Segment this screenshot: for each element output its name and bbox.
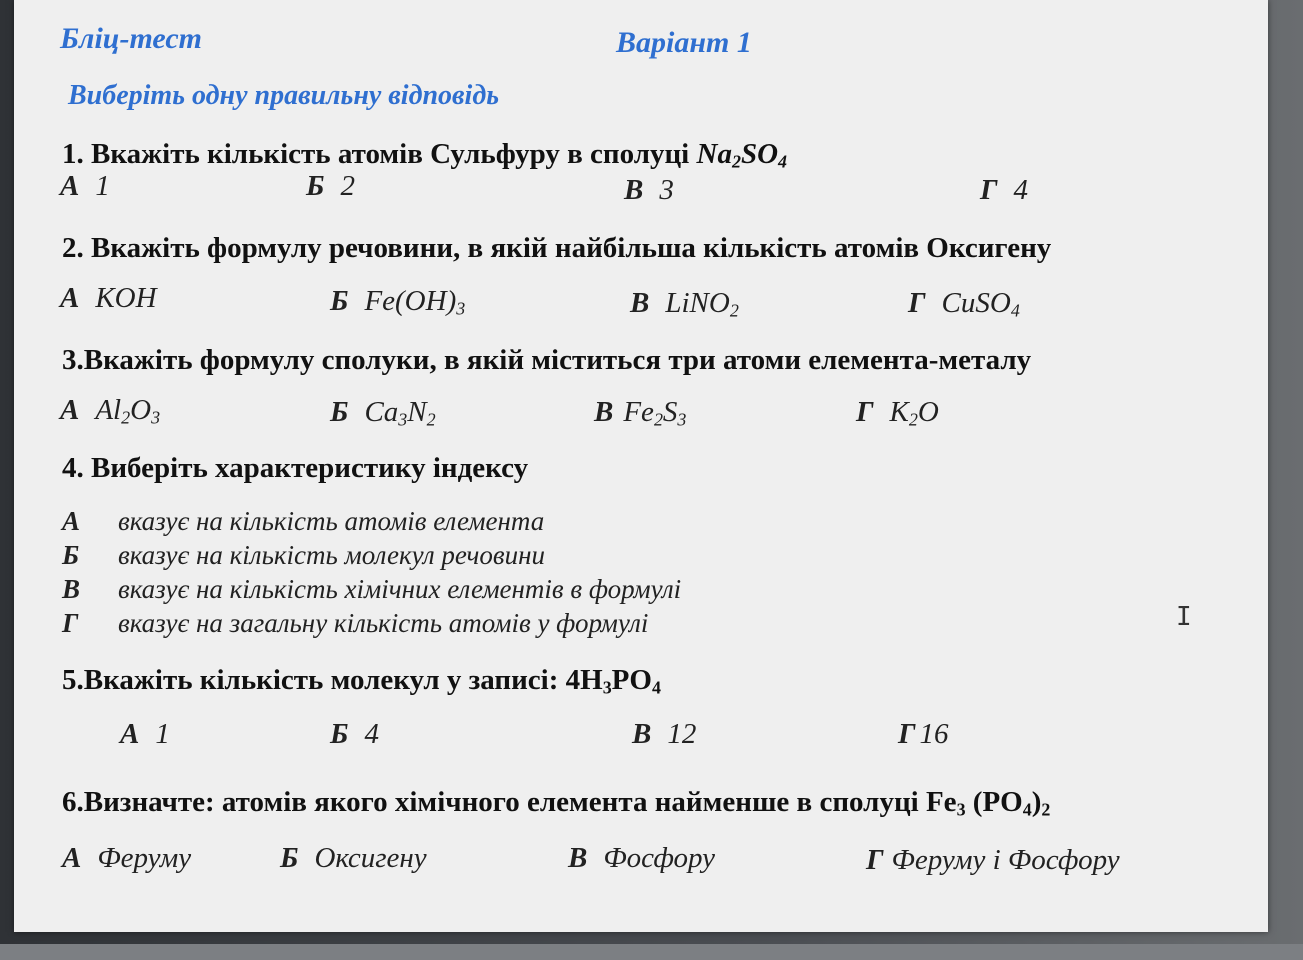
question-1-text: 1. Вкажіть кількість атомів Сульфуру в сполуці (62, 138, 697, 170)
option-1a[interactable]: А 1 (60, 170, 110, 202)
question-6-text: 6.Визначте: атомів якого хімічного елемента найменше в сполуці (62, 786, 926, 818)
question-5: 5.Вкажіть кількість молекул у записі: $4H_3PO_4$ (62, 664, 661, 698)
option-3b[interactable]: Б $Ca_3N_2$ (330, 396, 436, 430)
option-1b[interactable]: Б 2 (306, 170, 355, 202)
option-6b[interactable]: Б Оксигену (280, 842, 427, 874)
text-cursor-icon: I (1176, 602, 1192, 632)
monitor-bezel (0, 944, 1303, 960)
variant-label: Варіант 1 (616, 26, 752, 59)
option-6d[interactable]: Г Феруму і Фосфору (866, 844, 1120, 876)
question-5-text: 5.Вкажіть кількість молекул у записі: (62, 664, 566, 696)
option-6a[interactable]: А Феруму (62, 842, 192, 874)
option-5d[interactable]: Г 16 (898, 718, 949, 750)
option-2a[interactable]: А KOH (60, 282, 157, 314)
question-3: 3.Вкажіть формулу сполуки, в якій міститься три атоми елемента-металу (62, 344, 1032, 376)
option-5c[interactable]: В 12 (632, 718, 697, 750)
question-4: 4. Виберіть характеристику індексу (62, 452, 529, 484)
question-1: 1. Вкажіть кількість атомів Сульфуру в сполуці $Na_2SO_4$ (62, 138, 787, 172)
option-4d[interactable]: Г вказує на загальну кількість атомів у формулі (62, 608, 649, 638)
instruction: Виберіть одну правильну відповідь (68, 80, 500, 111)
option-3d[interactable]: Г $K_2O$ (856, 396, 939, 430)
option-2c[interactable]: В LiNO$_2$ (630, 287, 739, 321)
question-4-options (62, 506, 681, 642)
question-6: 6.Визначте: атомів якого хімічного елемента найменше в сполуці $Fe_3$ $(PO_4)_2$ (62, 786, 1051, 820)
option-6c[interactable]: В Фосфору (568, 842, 716, 874)
doc-title: Бліц-тест (60, 22, 202, 55)
option-4b[interactable]: Б вказує на кількість молекул речовини (62, 540, 546, 570)
option-3a[interactable]: А $Al_2O_3$ (60, 394, 161, 428)
option-5b[interactable]: Б 4 (330, 718, 379, 750)
question-2: 2. Вкажіть формулу речовини, в якій найбільша кількість атомів Оксигену (62, 232, 1052, 264)
option-4a[interactable]: А вказує на кількість атомів елемента (62, 506, 545, 536)
option-2b[interactable]: Б $Fe(OH)_3$ (330, 285, 466, 319)
document-page (14, 0, 1268, 932)
option-1c[interactable]: В 3 (624, 174, 674, 206)
option-4c[interactable]: В вказує на кількість хімічних елементів в формулі (62, 574, 682, 604)
option-2d[interactable]: Г CuSO$_4$ (908, 287, 1020, 321)
option-1d[interactable]: Г 4 (980, 174, 1029, 206)
option-3c[interactable]: В $Fe_2S_3$ (594, 396, 687, 430)
option-5a[interactable]: А 1 (120, 718, 170, 750)
